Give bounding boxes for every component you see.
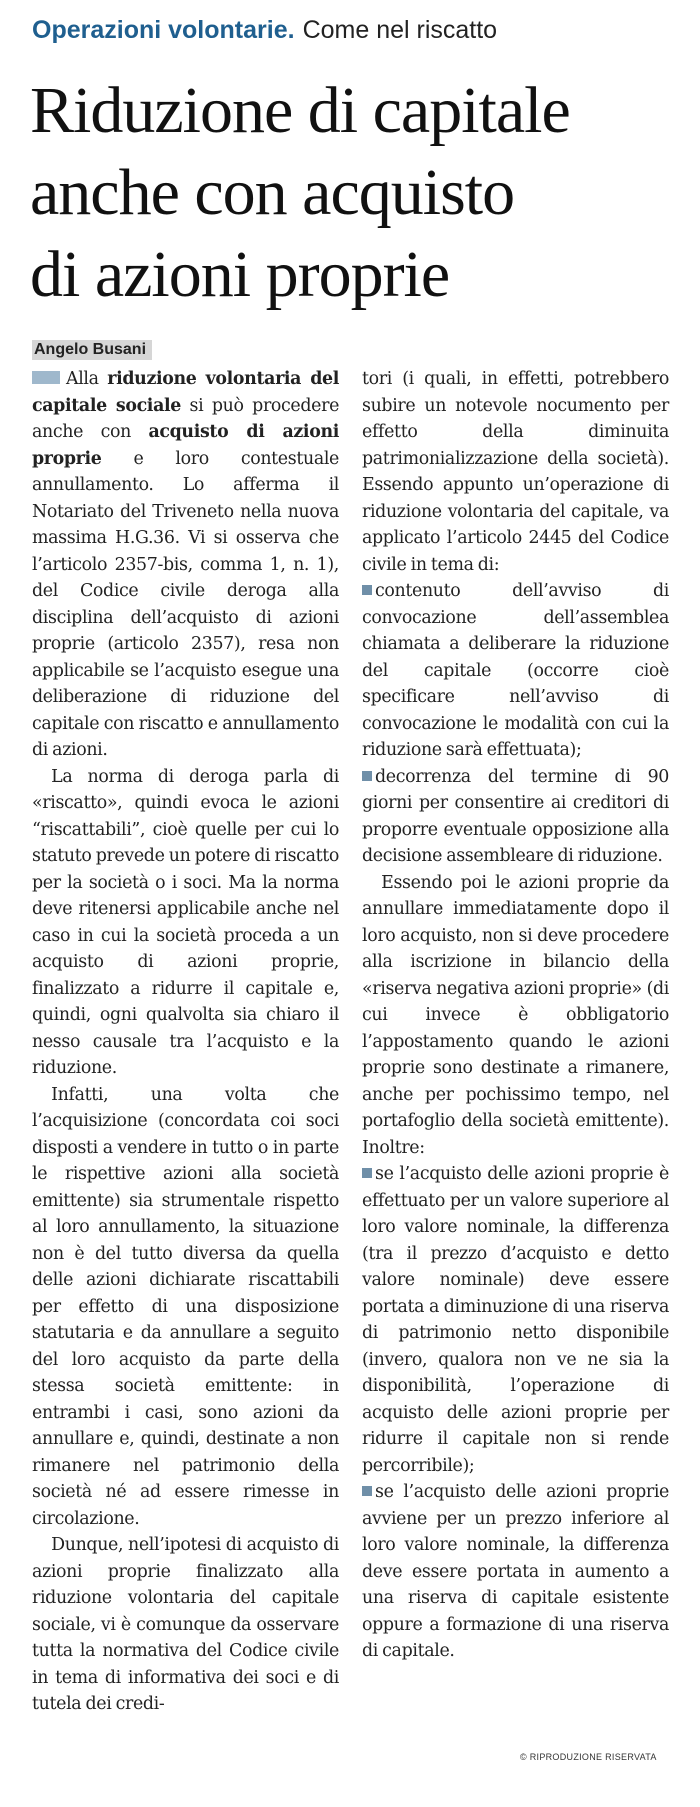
kicker-subtitle: Come nel riscatto <box>302 16 498 44</box>
paragraph-2: La norma di deroga parla di «riscatto», quindi evoca le azioni “riscattabili”, cioè quelle per cui lo statuto prevede un potere di riscatto per la società o i soci. Ma la norma deve ritenersi applicabile anche nel caso in cui la società proceda a un acquisto di azioni proprie, finalizzato a ridurre il capitale e, quindi, ogni qualvolta sia chiaro il nesso causale tra l’acquisto e la riduzione. <box>32 766 339 1078</box>
bullet-square-icon <box>362 585 372 595</box>
bullet-text-1: contenuto dell’avviso di convocazione dell’assemblea chiamata a deliberare la riduzione del capitale (occorre cioè specificare nell’avviso di convocazione le modalità con cui la riduzione sarà effettuata); <box>362 581 669 760</box>
bullet-item-3 <box>362 1161 669 1479</box>
paragraph-6: Essendo poi le azioni proprie da annullare immediatamente dopo il loro acquisto, non si deve procedere alla iscrizione in bilancio della «riserva negativa azioni proprie» (di cui invece è obbligatorio l’appostamento quando le azioni proprie sono destinate a rimanere, anche per pochissimo tempo, nel portafoglio della società emittente). Inoltre: <box>362 872 669 1158</box>
copyright-notice: © RIPRODUZIONE RISERVATA <box>520 1752 657 1762</box>
bullet-square-icon <box>362 771 372 781</box>
byline: Angelo Busani <box>32 340 152 360</box>
headline-line-3: di azioni proprie <box>30 238 450 311</box>
bullet-square-icon <box>362 1168 372 1178</box>
headline <box>30 70 690 316</box>
headline-line-1: Riduzione di capitale <box>30 74 570 147</box>
bullet-text-3: se l’acquisto delle azioni proprie è effettuato per un valore superiore al loro valore nominale, la differenza (tra il prezzo d’acquisto e detto valore nominale) deve essere portata a diminuzione di una riserva di patrimonio netto disponibile (invero, qualora non ve ne sia la disponibilità, l’operazione di acquisto delle azioni proprie per ridurre il capitale non si rende percorribile); <box>362 1164 669 1476</box>
lead-bar-icon <box>32 371 60 384</box>
bullet-text-2: decorrenza del termine di 90 giorni per consentire ai creditori di proporre eventuale opposizione alla decisione assembleare di riduzione. <box>362 766 669 866</box>
paragraph-3: Infatti, una volta che l’acquisizione (concordata coi soci disposti a vendere in tutto o in parte le rispettive azioni alla società emittente) sia strumentale rispetto al loro annullamento, la situazione non è del tutto diversa da quella delle azioni dichiarate riscattabili per effetto di una disposizione statutaria e da annullare a seguito del loro acquisto da parte della stessa società emittente: in entrambi i casi, sono azioni da annullare e, quindi, destinate a non rimanere nel patrimonio della società né ad essere rimesse in circolazione. <box>32 1084 339 1529</box>
paragraph-5: tori (i quali, in effetti, potrebbero subire un notevole nocumento per effetto della diminuita patrimonializzazione della società). Essendo appunto un’operazione di riduzione volontaria del capitale, va applicato l’articolo 2445 del Codice civile in tema di: <box>362 369 669 575</box>
bullet-square-icon <box>362 1486 372 1496</box>
lead-bold-1: riduzione volontaria del capitale sociale <box>32 369 339 416</box>
lead-paragraph <box>32 366 339 764</box>
kicker <box>32 16 497 45</box>
lead-text-2: si può procedere anche con <box>32 395 340 442</box>
bullet-text-4: se l’acquisto delle azioni proprie avviene per un prezzo inferiore al loro valore nominale, la differenza deve essere portata in aumento a una riserva di capitale esistente oppure a formazione di una riserva di capitale. <box>362 1482 669 1661</box>
right-column <box>362 366 669 1665</box>
lead-text-3: e loro contestuale annullamento. Lo afferma il Notariato del Triveneto nella nuova massima H.G.36. Vi si osserva che l’articolo 2357-bis, comma 1, n. 1), del Codice civile deroga alla disciplina dell’acquisto di azioni proprie (articolo 2357), resa non applicabile se l’acquisto esegue una deliberazione di riduzione del capitale con riscatto e annullamento di azioni. <box>32 448 339 760</box>
bullet-item-2 <box>362 764 669 870</box>
kicker-label: Operazioni volontarie. <box>32 16 295 44</box>
lead-text-1: Alla <box>66 369 108 389</box>
paragraph-4: Dunque, nell’ipotesi di acquisto di azioni proprie finalizzato alla riduzione volontaria del capitale sociale, vi è comunque da osservare tutta la normativa del Codice civile in tema di informativa dei soci e di tutela dei credi- <box>32 1535 339 1714</box>
headline-line-2: anche con acquisto <box>30 156 515 229</box>
lead-bold-2: acquisto di azioni proprie <box>32 422 339 469</box>
left-column <box>32 366 339 1718</box>
bullet-item-4 <box>362 1479 669 1665</box>
bullet-item-1 <box>362 578 669 764</box>
